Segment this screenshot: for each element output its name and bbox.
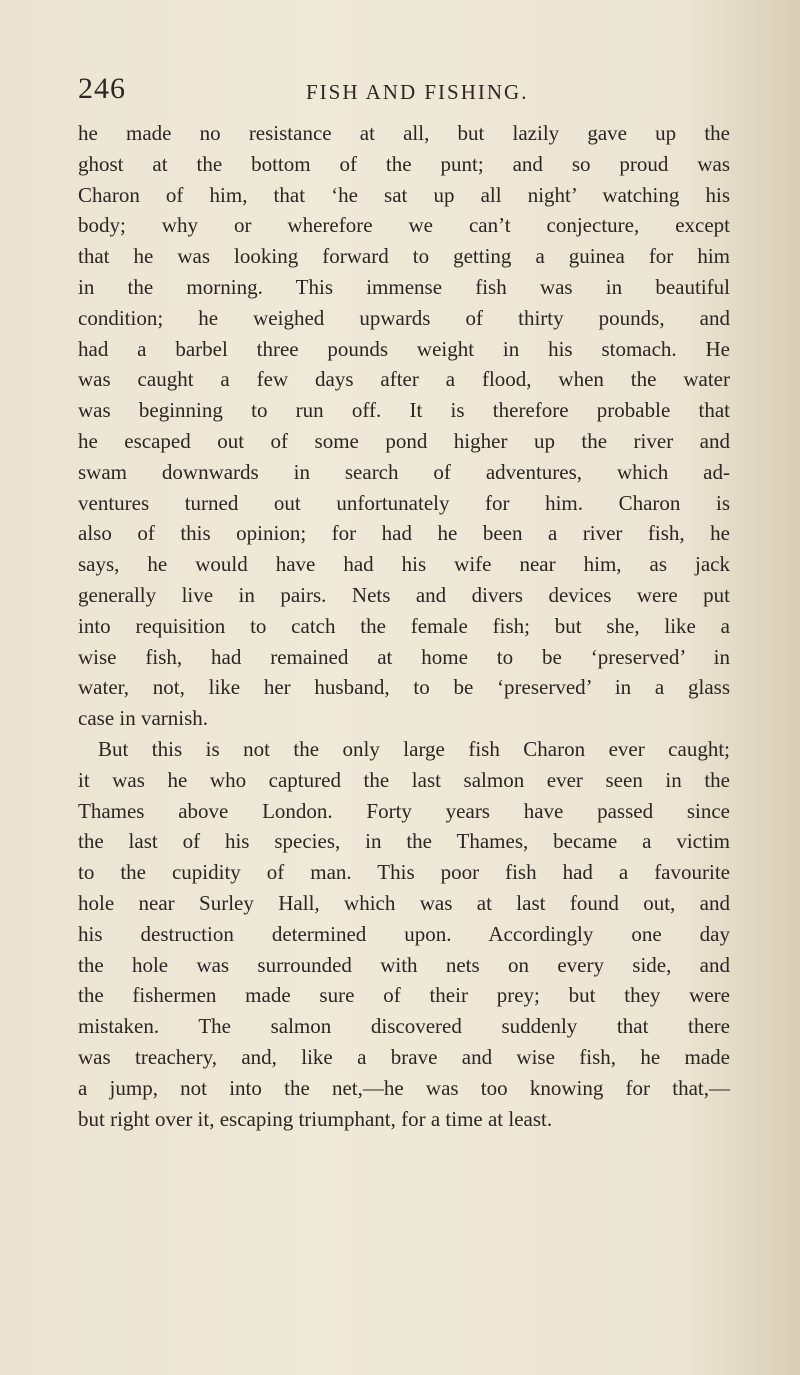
- text-line: the last of his species, in the Thames, became a victim: [78, 829, 730, 854]
- text-line: ventures turned out unfortunately for him. Charon is: [78, 490, 730, 515]
- text-line: it was he who captured the last salmon ever seen in the: [78, 767, 730, 792]
- page-number: 246: [78, 72, 126, 105]
- text-line: Thames above London. Forty years have passed since: [78, 798, 730, 823]
- text-line: body; why or wherefore we can’t conjecture, except: [78, 213, 730, 238]
- text-line: case in varnish.: [78, 706, 209, 731]
- text-line: mistaken. The salmon discovered suddenly that there: [78, 1014, 730, 1039]
- page-header: [0, 72, 800, 112]
- text-line: hole near Surley Hall, which was at last found out, and: [78, 890, 730, 915]
- text-line: into requisition to catch the female fish; but she, like a: [78, 613, 730, 638]
- text-line: to the cupidity of man. This poor fish had a favourite: [78, 860, 730, 885]
- paragraph-2: [78, 734, 730, 1134]
- text-line: he made no resistance at all, but lazily gave up the: [78, 121, 730, 145]
- text-line: wise fish, had remained at home to be ‘preserved’ in: [78, 644, 730, 669]
- text-line: he escaped out of some pond higher up the river and: [78, 428, 730, 453]
- text-line: that he was looking forward to getting a guinea for him: [78, 244, 730, 269]
- text-line: ghost at the bottom of the punt; and so proud was: [78, 151, 730, 176]
- text-line: his destruction determined upon. Accordingly one day: [78, 921, 730, 946]
- text-line: generally live in pairs. Nets and divers devices were put: [78, 582, 730, 607]
- body-text: [78, 118, 730, 1134]
- text-line: says, he would have had his wife near him, as jack: [78, 552, 730, 577]
- text-line: Charon of him, that ‘he sat up all night’ watching his: [78, 182, 730, 207]
- text-line: a jump, not into the net,—he was too knowing for that,—: [78, 1075, 730, 1100]
- text-line: water, not, like her husband, to be ‘preserved’ in a glass: [78, 675, 730, 700]
- text-line: the hole was surrounded with nets on every side, and: [78, 952, 730, 977]
- text-line: swam downwards in search of adventures, which ad-: [78, 459, 730, 484]
- text-line: also of this opinion; for had he been a river fish, he: [78, 521, 730, 546]
- text-line: was treachery, and, like a brave and wise fish, he made: [78, 1044, 730, 1069]
- text-line: But this is not the only large fish Charon ever caught;: [98, 736, 730, 761]
- text-line: was beginning to run off. It is therefore probable that: [78, 398, 730, 423]
- text-line: had a barbel three pounds weight in his stomach. He: [78, 336, 730, 361]
- running-head: FISH AND FISHING.: [306, 80, 529, 104]
- text-line: but right over it, escaping triumphant, for a time at least.: [78, 1106, 553, 1131]
- text-line: the fishermen made sure of their prey; but they were: [78, 983, 730, 1008]
- text-line: condition; he weighed upwards of thirty pounds, and: [78, 305, 730, 330]
- paragraph-1: [78, 118, 730, 734]
- text-line: was caught a few days after a flood, when the water: [78, 367, 730, 392]
- text-line: in the morning. This immense fish was in beautiful: [78, 274, 730, 299]
